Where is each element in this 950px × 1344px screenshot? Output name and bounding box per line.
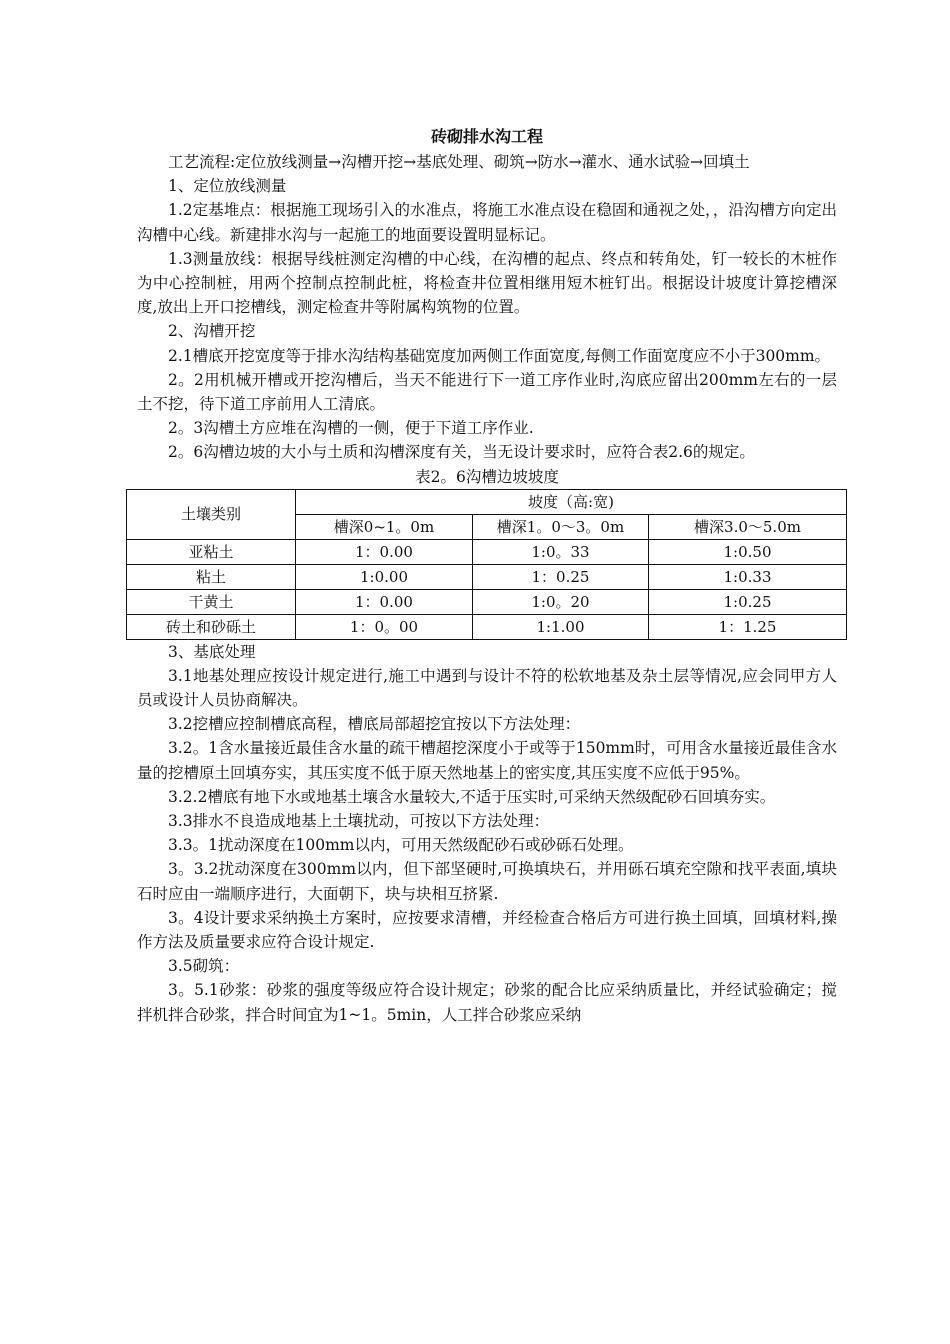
cell-soil: 亚粘土 xyxy=(127,539,296,564)
paragraph: 2。6沟槽边坡的大小与土质和沟槽深度有关，当无设计要求时，应符合表2.6的规定。 xyxy=(168,443,755,462)
paragraph: 3。5.1砂浆：砂浆的强度等级应符合设计规定；砂浆的配合比应采纳质量比，并经试验确定；搅拌机拌合砂浆，拌合时间宜为1~1。5min，人工拌合砂浆应采纳 xyxy=(137,981,837,1024)
cell-soil: 干黄土 xyxy=(127,589,296,614)
cell-value: 1:0。33 xyxy=(473,539,649,564)
header-depth-3: 槽深3.0～5.0m xyxy=(649,514,847,539)
paragraph: 3.3。1扰动深度在100mm以内，可用天然级配砂石或砂砾石处理。 xyxy=(168,836,634,855)
paragraph: 2。2用机械开槽或开挖沟槽后，当天不能进行下一道工序作业时,沟底应留出200mm左右的一层土不挖，待下道工序前用人工清底。 xyxy=(137,370,837,414)
cell-soil: 粘土 xyxy=(127,564,296,589)
cell-value: 1：0.00 xyxy=(296,589,473,614)
header-depth-2: 槽深1。0～3。0m xyxy=(473,514,649,539)
cell-value: 1:0.33 xyxy=(649,564,847,589)
cell-value: 1:1.00 xyxy=(473,614,649,639)
paragraph: 2。3沟槽土方应堆在沟槽的一侧，便于下道工序作业. xyxy=(168,419,534,438)
cell-value: 1:0.00 xyxy=(296,564,473,589)
paragraph: 3。3.2扰动深度在300mm以内，但下部坚硬时,可换填块石，并用砾石填充空隙和找平表面,填块石时应由一端顺序进行，大面朝下，块与块相互挤紧. xyxy=(137,860,837,903)
table-row xyxy=(127,589,847,614)
document-page xyxy=(137,124,837,1027)
table-row xyxy=(127,539,847,564)
section-heading: 3、基底处理 xyxy=(168,642,256,661)
cell-value: 1：0。00 xyxy=(296,614,473,639)
slope-table xyxy=(126,489,847,640)
cell-value: 1：1.25 xyxy=(649,614,847,639)
cell-value: 1:0.25 xyxy=(649,589,847,614)
section-heading: 2、沟槽开挖 xyxy=(168,322,256,341)
header-depth-1: 槽深0~1。0m xyxy=(296,514,473,539)
table-caption: 表2。6沟槽边坡坡度 xyxy=(415,467,559,486)
paragraph: 3.2.2槽底有地下水或地基土壤含水量较大,不适于压实时,可采纳天然级配砂石回填夯实。 xyxy=(168,787,776,806)
paragraph: 1.2定基堆点：根据施工现场引入的水准点，将施工水准点设在稳固和通视之处，，沿沟槽方向定出沟槽中心线。新建排水沟与一起施工的地面要设置明显标记。 xyxy=(137,201,837,244)
paragraph: 3.1地基处理应按设计规定进行,施工中遇到与设计不符的松软地基及杂土层等情况,应会同甲方人员或设计人员协商解决。 xyxy=(137,666,837,710)
cell-soil: 砖土和砂砾土 xyxy=(127,614,296,639)
paragraph: 3。4设计要求采纳换土方案时，应按要求清槽，并经检查合格后方可进行换土回填，回填材料,操作方法及质量要求应符合设计规定. xyxy=(137,908,837,952)
paragraph: 3.3排水不良造成地基上土壤扰动，可按以下方法处理： xyxy=(168,812,550,831)
cell-value: 1:0.50 xyxy=(649,539,847,564)
paragraph: 1.3测量放线：根据导线桩测定沟槽的中心线，在沟槽的起点、终点和转角处，钉一较长的木桩作为中心控制桩，用两个控制点控制此桩，将检查井位置相继用短木桩钉出。根据设计坡度计算挖槽深度,放出上开口挖槽线，测定检查井等附属构筑物的位置。 xyxy=(137,249,837,317)
cell-value: 1：0.25 xyxy=(473,564,649,589)
cell-value: 1：0.00 xyxy=(296,539,473,564)
paragraph: 3.5砌筑： xyxy=(168,957,240,976)
paragraph: 3.2。1含水量接近最佳含水量的疏干槽超挖深度小于或等于150mm时，可用含水量接近最佳含水量的挖槽原土回填夯实，其压实度不低于原天然地基上的密实度,其压实度不应低于95%。 xyxy=(137,739,837,782)
paragraph: 3.2挖槽应控制槽底高程，槽底局部超挖宜按以下方法处理： xyxy=(168,715,581,734)
table-row xyxy=(127,564,847,589)
document-title: 砖砌排水沟工程 xyxy=(430,127,543,146)
paragraph: 工艺流程:定位放线测量→沟槽开挖→基底处理、砌筑→防水→灌水、通水试验→回填土 xyxy=(168,153,750,171)
paragraph: 2.1槽底开挖宽度等于排水沟结构基础宽度加两侧工作面宽度,每侧工作面宽度应不小于300mm。 xyxy=(168,346,831,365)
header-slope: 坡度（高:宽) xyxy=(296,489,847,514)
cell-value: 1:0。20 xyxy=(473,589,649,614)
section-heading: 1、定位放线测量 xyxy=(168,177,287,196)
table-row xyxy=(127,614,847,639)
header-soil-type: 土壤类别 xyxy=(127,489,296,539)
